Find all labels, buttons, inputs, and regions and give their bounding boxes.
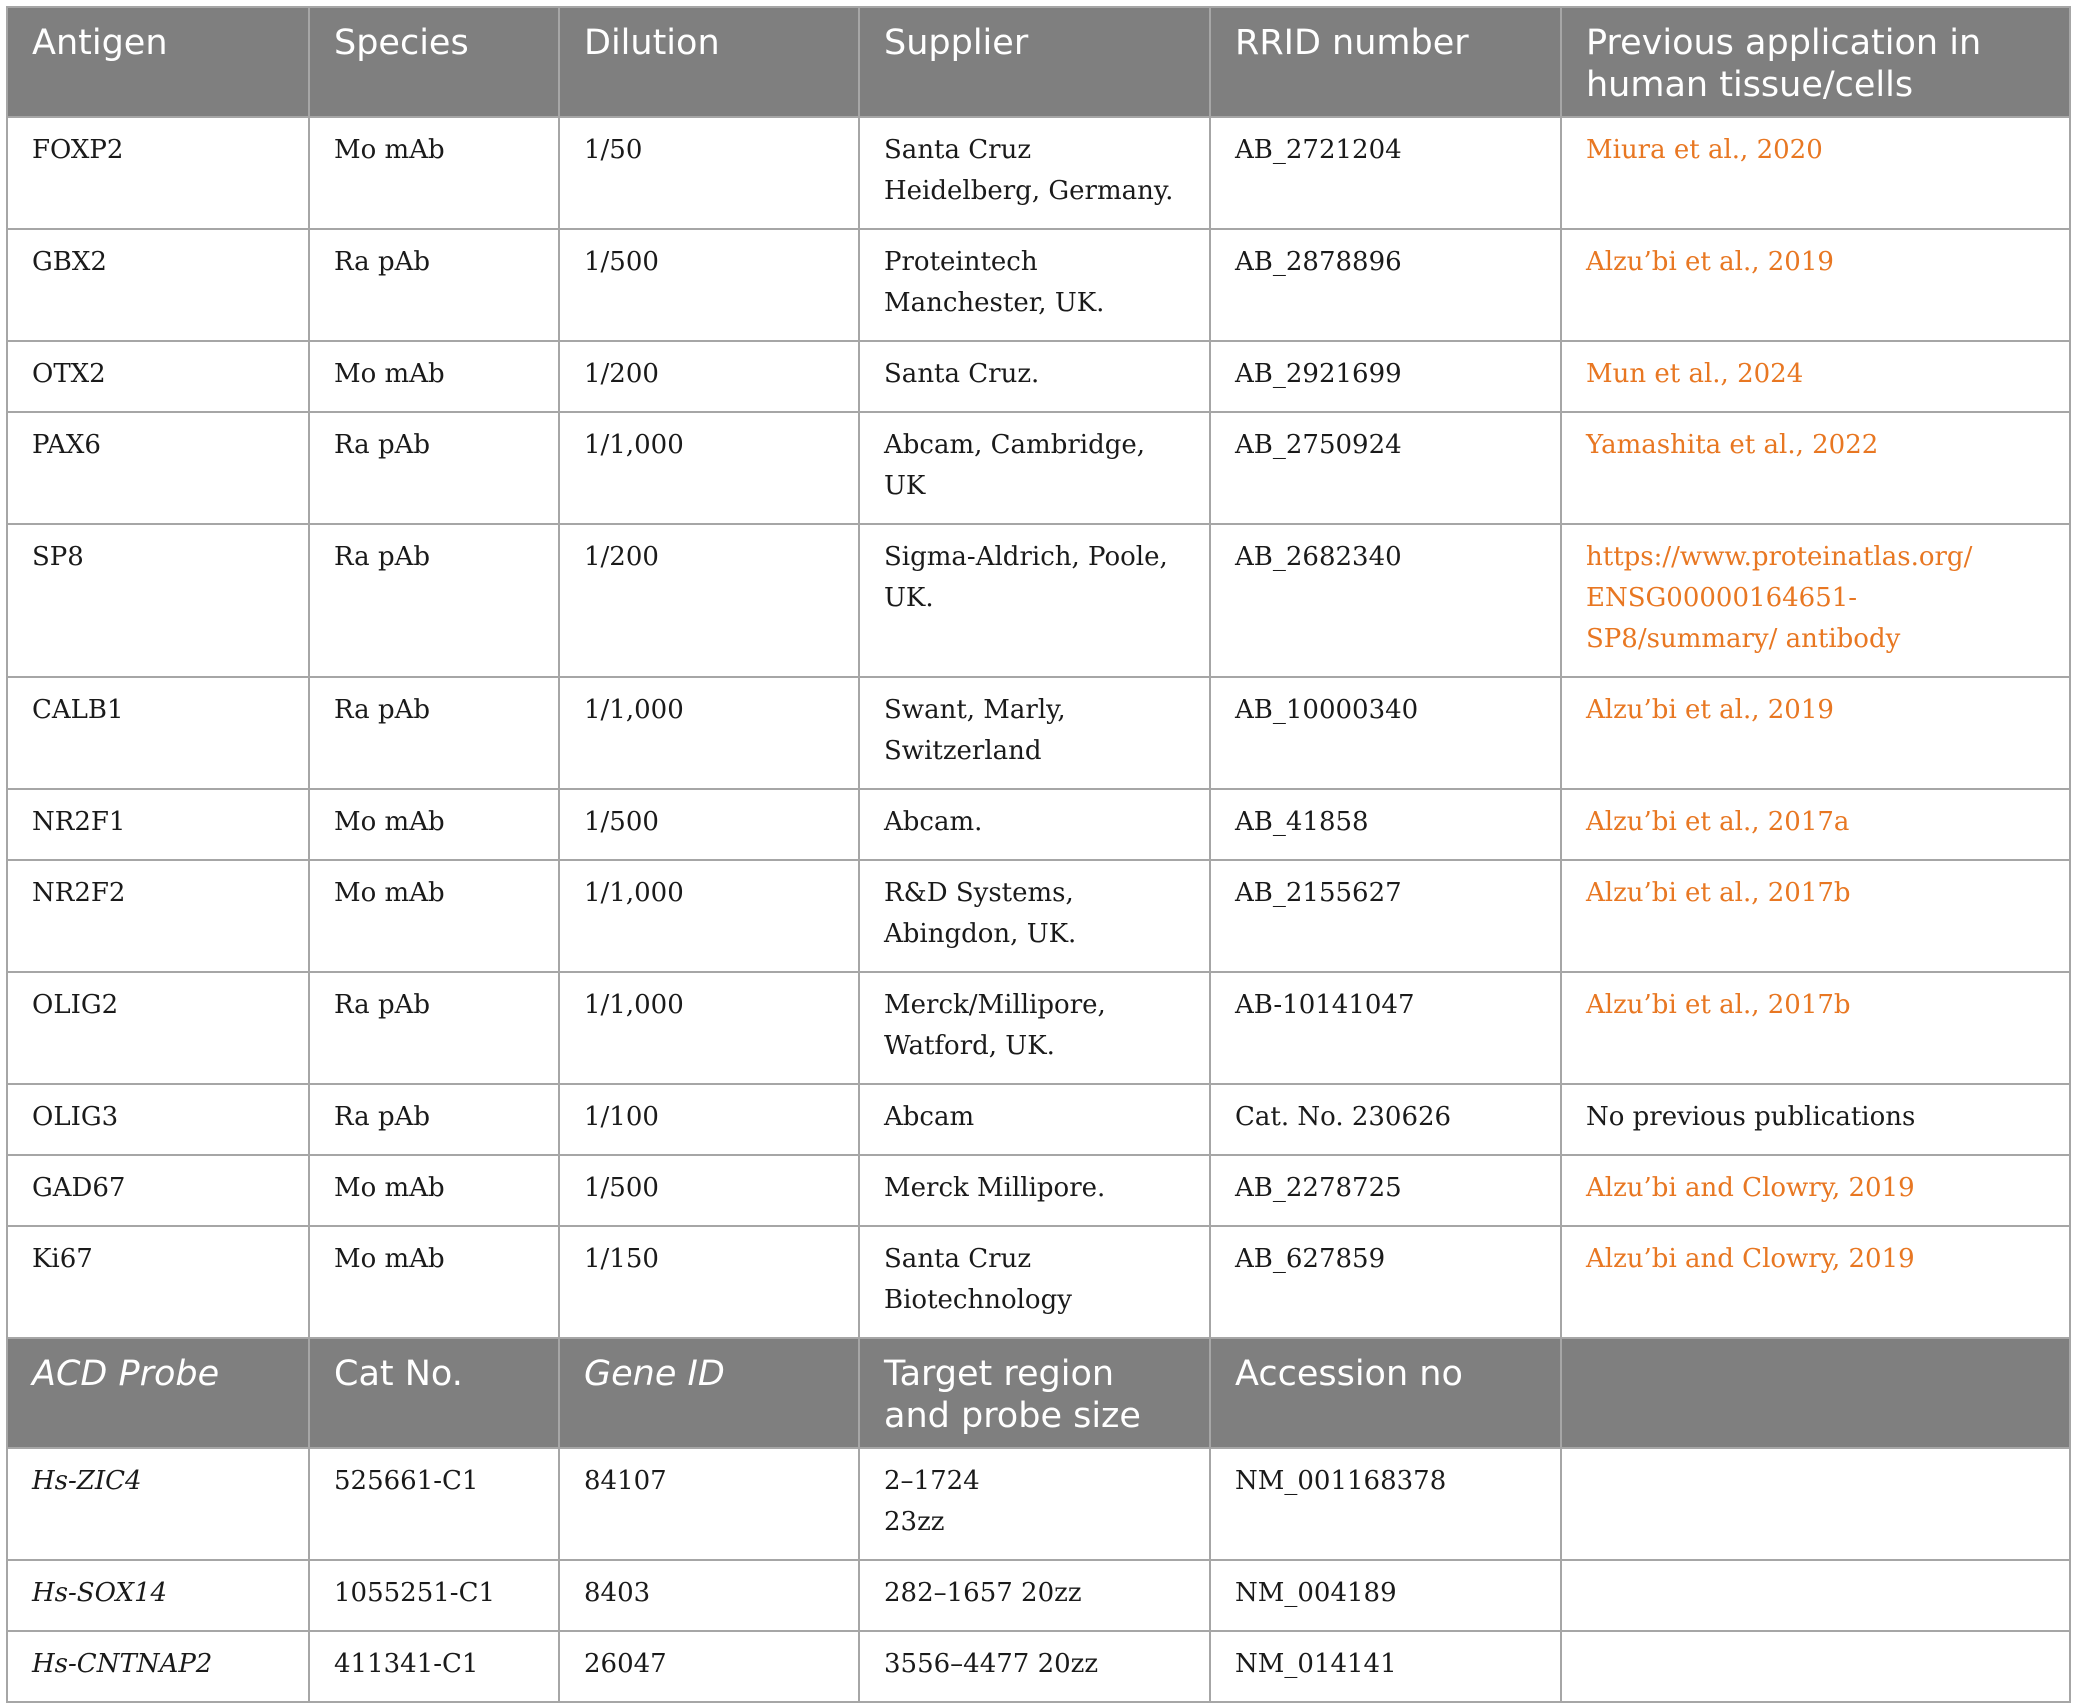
empty-cell: [1561, 1560, 2070, 1631]
antigen-cell: NR2F1: [7, 789, 309, 860]
reference-link[interactable]: Alzu’bi et al.,: [1586, 878, 1760, 908]
reference-year-link[interactable]: 2019: [1767, 247, 1834, 277]
reference-link[interactable]: Yamashita et al.,: [1586, 430, 1804, 460]
antigen-cell: CALB1: [7, 677, 309, 789]
rrid-cell: Cat. No. 230626: [1210, 1084, 1561, 1155]
dilution-cell: 1/1,000: [559, 677, 859, 789]
target-cell: [859, 1448, 1210, 1560]
table-row: [7, 1155, 2070, 1226]
antigen-cell: OLIG3: [7, 1084, 309, 1155]
target-line: 23zz: [884, 1507, 945, 1537]
header-antigen: Antigen: [7, 7, 309, 117]
table-container: [6, 6, 2069, 1703]
supplier-cell: Abcam.: [859, 789, 1210, 860]
reference-link[interactable]: Miura et al.,: [1586, 135, 1749, 165]
header-accession-no: Accession no: [1210, 1338, 1561, 1448]
target-cell: 282–1657 20zz: [859, 1560, 1210, 1631]
dilution-cell: 1/500: [559, 789, 859, 860]
rrid-cell: AB_2750924: [1210, 412, 1561, 524]
proteinatlas-link[interactable]: https://www.proteinatlas.org/ ENSG00000164651-SP8/summary/ antibody: [1586, 542, 1973, 654]
reference-year-link[interactable]: 2017a: [1767, 807, 1850, 837]
supplier-cell: Santa Cruz Biotechnology: [859, 1226, 1210, 1338]
accession-cell: NM_001168378: [1210, 1448, 1561, 1560]
reference-year-link[interactable]: 2019: [1848, 1173, 1915, 1203]
rrid-cell: AB_2278725: [1210, 1155, 1561, 1226]
supplier-cell: Santa Cruz.: [859, 341, 1210, 412]
gene-id-cell: 8403: [559, 1560, 859, 1631]
supplier-cell: Merck/Millipore, Watford, UK.: [859, 972, 1210, 1084]
reference-cell: [1561, 524, 2070, 677]
species-cell: Ra pAb: [309, 524, 559, 677]
rrid-cell: AB_2878896: [1210, 229, 1561, 341]
table-row: [7, 117, 2070, 229]
header-gene-id: Gene ID: [559, 1338, 859, 1448]
antigen-cell: SP8: [7, 524, 309, 677]
supplier-cell: Abcam, Cambridge, UK: [859, 412, 1210, 524]
table-row: [7, 677, 2070, 789]
table-row: [7, 789, 2070, 860]
antibody-table: [6, 6, 2071, 1703]
table-row: [7, 1560, 2070, 1631]
reference-cell: [1561, 1155, 2070, 1226]
dilution-cell: 1/1,000: [559, 412, 859, 524]
header-empty: [1561, 1338, 2070, 1448]
table-row: [7, 1084, 2070, 1155]
probe-cell: Hs-CNTNAP2: [7, 1631, 309, 1702]
antibody-header-row: [7, 7, 2070, 117]
antigen-cell: Ki67: [7, 1226, 309, 1338]
probe-header-row: [7, 1338, 2070, 1448]
supplier-cell: Sigma-Aldrich, Poole, UK.: [859, 524, 1210, 677]
reference-cell: [1561, 1226, 2070, 1338]
cat-cell: 1055251-C1: [309, 1560, 559, 1631]
dilution-cell: 1/500: [559, 229, 859, 341]
antigen-cell: NR2F2: [7, 860, 309, 972]
probe-cell: Hs-ZIC4: [7, 1448, 309, 1560]
species-cell: Mo mAb: [309, 789, 559, 860]
dilution-cell: 1/1,000: [559, 972, 859, 1084]
table-row: [7, 412, 2070, 524]
dilution-cell: 1/150: [559, 1226, 859, 1338]
reference-link[interactable]: Alzu’bi and Clowry,: [1586, 1173, 1841, 1203]
dilution-cell: 1/1,000: [559, 860, 859, 972]
reference-year-link[interactable]: 2024: [1737, 359, 1804, 389]
target-cell: 3556–4477 20zz: [859, 1631, 1210, 1702]
table-row: [7, 524, 2070, 677]
header-cat-no: Cat No.: [309, 1338, 559, 1448]
reference-cell: [1561, 789, 2070, 860]
species-cell: Ra pAb: [309, 972, 559, 1084]
rrid-cell: AB_2721204: [1210, 117, 1561, 229]
header-acd-probe: ACD Probe: [7, 1338, 309, 1448]
accession-cell: NM_014141: [1210, 1631, 1561, 1702]
reference-cell: [1561, 412, 2070, 524]
rrid-cell: AB_2921699: [1210, 341, 1561, 412]
antigen-cell: OLIG2: [7, 972, 309, 1084]
species-cell: Mo mAb: [309, 1226, 559, 1338]
reference-cell: [1561, 860, 2070, 972]
reference-link[interactable]: Alzu’bi et al.,: [1586, 807, 1760, 837]
species-cell: Mo mAb: [309, 860, 559, 972]
supplier-cell: R&D Systems, Abingdon, UK.: [859, 860, 1210, 972]
supplier-cell: Merck Millipore.: [859, 1155, 1210, 1226]
antigen-cell: OTX2: [7, 341, 309, 412]
rrid-cell: AB_2155627: [1210, 860, 1561, 972]
antigen-cell: GAD67: [7, 1155, 309, 1226]
table-row: [7, 341, 2070, 412]
species-cell: Ra pAb: [309, 1084, 559, 1155]
table-row: [7, 1448, 2070, 1560]
reference-year-link[interactable]: 2017b: [1767, 878, 1851, 908]
reference-cell: [1561, 972, 2070, 1084]
table-row: [7, 1631, 2070, 1702]
reference-year-link[interactable]: 2019: [1767, 695, 1834, 725]
antigen-cell: FOXP2: [7, 117, 309, 229]
species-cell: Ra pAb: [309, 229, 559, 341]
reference-year-link[interactable]: 2017b: [1767, 990, 1851, 1020]
species-cell: Mo mAb: [309, 341, 559, 412]
reference-cell: [1561, 677, 2070, 789]
rrid-cell: AB_41858: [1210, 789, 1561, 860]
dilution-cell: 1/200: [559, 524, 859, 677]
header-supplier: Supplier: [859, 7, 1210, 117]
dilution-cell: 1/500: [559, 1155, 859, 1226]
reference-link[interactable]: Alzu’bi et al.,: [1586, 990, 1760, 1020]
table-row: [7, 229, 2070, 341]
cat-cell: 411341-C1: [309, 1631, 559, 1702]
reference-cell: [1561, 341, 2070, 412]
reference-year-link[interactable]: 2020: [1756, 135, 1823, 165]
supplier-cell: Proteintech Manchester, UK.: [859, 229, 1210, 341]
dilution-cell: 1/100: [559, 1084, 859, 1155]
table-row: [7, 1226, 2070, 1338]
supplier-cell: Swant, Marly, Switzerland: [859, 677, 1210, 789]
rrid-cell: AB-10141047: [1210, 972, 1561, 1084]
reference-cell: [1561, 229, 2070, 341]
table-row: [7, 860, 2070, 972]
dilution-cell: 1/50: [559, 117, 859, 229]
empty-cell: [1561, 1631, 2070, 1702]
reference-link[interactable]: Alzu’bi et al.,: [1586, 695, 1760, 725]
header-species: Species: [309, 7, 559, 117]
probe-cell: Hs-SOX14: [7, 1560, 309, 1631]
header-dilution: Dilution: [559, 7, 859, 117]
species-cell: Ra pAb: [309, 412, 559, 524]
reference-link[interactable]: Mun et al.,: [1586, 359, 1729, 389]
dilution-cell: 1/200: [559, 341, 859, 412]
antigen-cell: PAX6: [7, 412, 309, 524]
reference-year-link[interactable]: 2022: [1812, 430, 1879, 460]
header-previous-application: Previous application in human tissue/cells: [1561, 7, 2070, 117]
rrid-cell: AB_10000340: [1210, 677, 1561, 789]
reference-link[interactable]: Alzu’bi and Clowry,: [1586, 1244, 1841, 1274]
accession-cell: NM_004189: [1210, 1560, 1561, 1631]
reference-link[interactable]: Alzu’bi et al.,: [1586, 247, 1760, 277]
header-target-region: Target region and probe size: [859, 1338, 1210, 1448]
species-cell: Mo mAb: [309, 1155, 559, 1226]
antigen-cell: GBX2: [7, 229, 309, 341]
target-line: 2–1724: [884, 1466, 980, 1496]
empty-cell: [1561, 1448, 2070, 1560]
species-cell: Ra pAb: [309, 677, 559, 789]
reference-year-link[interactable]: 2019: [1848, 1244, 1915, 1274]
gene-id-cell: 26047: [559, 1631, 859, 1702]
supplier-cell: Abcam: [859, 1084, 1210, 1155]
reference-cell: [1561, 117, 2070, 229]
gene-id-cell: 84107: [559, 1448, 859, 1560]
table-row: [7, 972, 2070, 1084]
cat-cell: 525661-C1: [309, 1448, 559, 1560]
reference-cell: No previous publications: [1561, 1084, 2070, 1155]
rrid-cell: AB_627859: [1210, 1226, 1561, 1338]
supplier-cell: Santa Cruz Heidelberg, Germany.: [859, 117, 1210, 229]
species-cell: Mo mAb: [309, 117, 559, 229]
header-rrid: RRID number: [1210, 7, 1561, 117]
rrid-cell: AB_2682340: [1210, 524, 1561, 677]
